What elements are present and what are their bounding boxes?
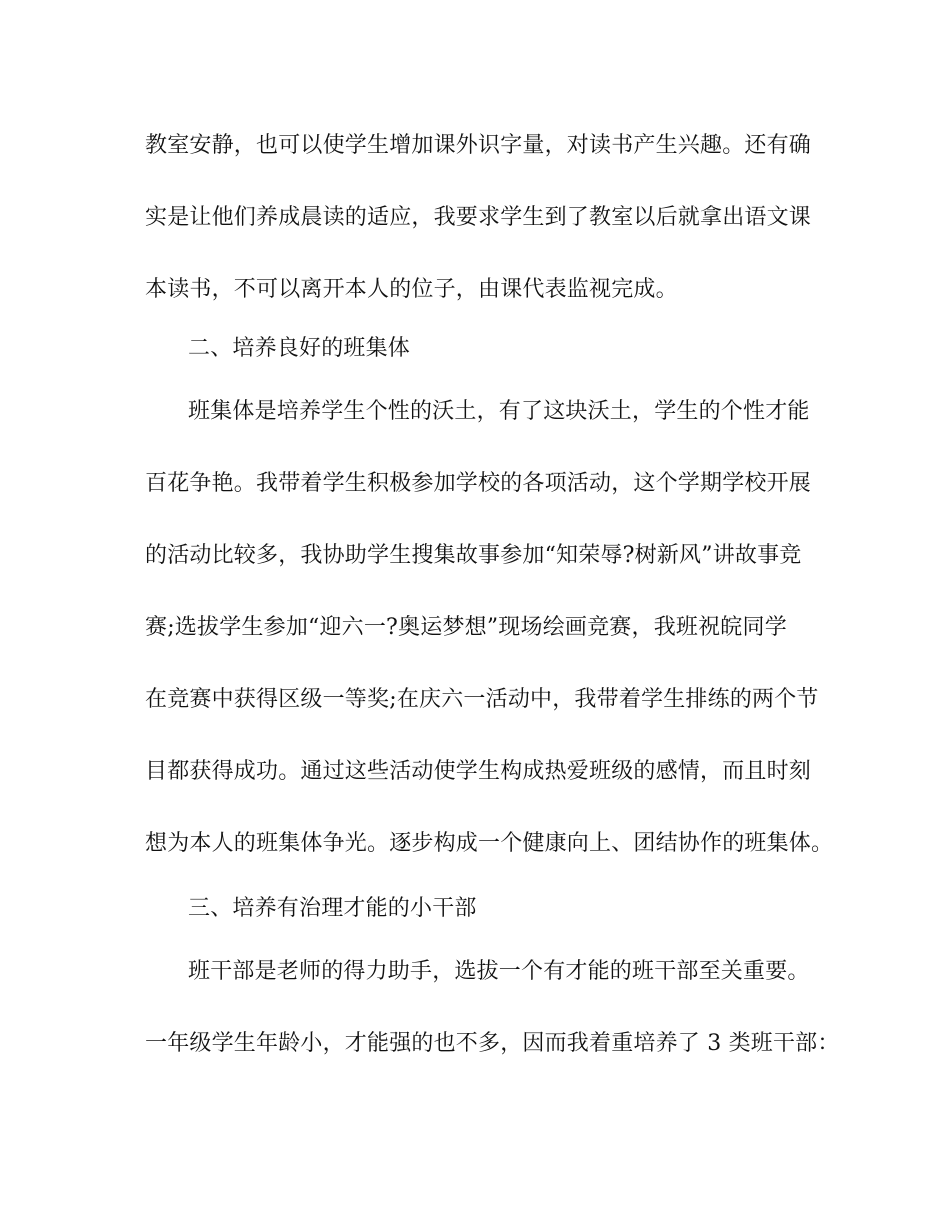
- paragraph-line: 百花争艳。我带着学生积极参加学校的各项活动，这个学期学校开展: [145, 471, 812, 496]
- paragraph-line: 实是让他们养成晨读的适应，我要求学生到了教室以后就拿出语文课: [145, 205, 812, 230]
- paragraph-line: 教室安静，也可以使学生增加课外识字量，对读书产生兴趣。还有确: [145, 133, 812, 158]
- paragraph-line: 班干部是老师的得力助手，选拔一个有才能的班干部至关重要。: [188, 959, 810, 984]
- paragraph-line: 的活动比较多，我协助学生搜集故事参加“知荣辱?树新风”讲故事竞: [145, 543, 802, 568]
- paragraph-line: 目都获得成功。通过这些活动使学生构成热爱班级的感情，而且时刻: [145, 759, 812, 784]
- paragraph-line: 赛;选拔学生参加“迎六一?奥运梦想”现场绘画竞赛，我班祝皖同学: [145, 615, 787, 640]
- section-heading: 三、培养有治理才能的小干部: [188, 896, 477, 921]
- paragraph-line: 本读书，不可以离开本人的位子，由课代表监视完成。: [145, 277, 678, 302]
- paragraph-line: 想为本人的班集体争光。逐步构成一个健康向上、团结协作的班集体。: [145, 831, 834, 856]
- paragraph-line: 在竞赛中获得区级一等奖;在庆六一活动中，我带着学生排练的两个节: [145, 687, 819, 712]
- paragraph-line: 班集体是培养学生个性的沃土，有了这块沃土，学生的个性才能: [188, 399, 810, 424]
- section-heading: 二、培养良好的班集体: [188, 336, 411, 361]
- paragraph-line: 一年级学生年龄小，才能强的也不多，因而我着重培养了 3 类班干部：: [145, 1031, 840, 1056]
